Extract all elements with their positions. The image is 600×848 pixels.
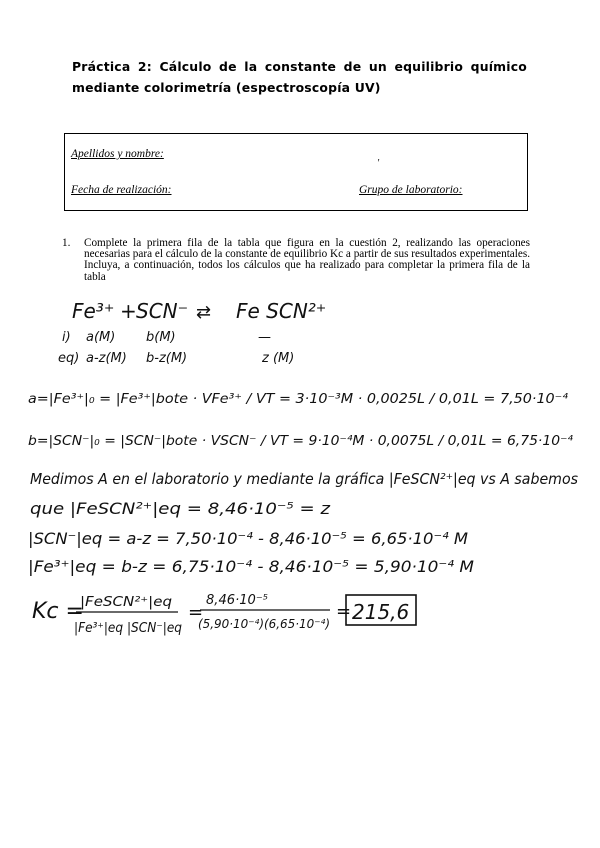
- question-number: 1.: [62, 237, 71, 249]
- reactant-scn: SCN⁻: [136, 299, 189, 323]
- page-title: Práctica 2: Cálculo de la constante de un equilibrio químico mediante colorimetría (espectroscopía UV): [72, 59, 527, 95]
- initial-b: b(M): [146, 330, 176, 345]
- z-value: que |FeSCN²⁺|eq = 8,46·10⁻⁵ = z: [30, 499, 331, 518]
- initial-label: i): [62, 330, 71, 345]
- equilibrium-arrow: ⇄: [196, 302, 212, 323]
- date-label: Fecha de realización:: [71, 184, 172, 196]
- kc-label: Kc =: [32, 599, 84, 624]
- eq-label: eq): [58, 351, 80, 366]
- plus-sign: +: [120, 299, 137, 323]
- product-fescn: Fe SCN²⁺: [236, 299, 327, 323]
- eq-product: z (M): [262, 351, 295, 366]
- kc-equals: =: [188, 602, 204, 623]
- eq-b: b-z(M): [146, 351, 188, 366]
- group-label: Grupo de laboratorio:: [359, 184, 463, 196]
- name-label: Apellidos y nombre:: [71, 148, 164, 160]
- result-equals: =: [336, 601, 352, 622]
- kc-denominator: |Fe³⁺|eq |SCN⁻|eq: [74, 621, 182, 636]
- calc-b: b=|SCN⁻|₀ = |SCN⁻|bote · VSCN⁻ / VT = 9·10⁻⁴M · 0,0075L / 0,01L = 6,75·10⁻⁴: [28, 433, 574, 449]
- initial-a: a(M): [86, 330, 116, 345]
- kc-numerator: |FeSCN²⁺|eq: [80, 595, 172, 610]
- initial-product: —: [258, 330, 271, 345]
- kc-denominator-value: (5,90·10⁻⁴)(6,65·10⁻⁴): [198, 616, 330, 631]
- pen-mark: ʹ: [377, 158, 380, 169]
- kc-result: 215,6: [352, 600, 410, 624]
- calc-scn-eq: |SCN⁻|eq = a-z = 7,50·10⁻⁴ - 8,46·10⁻⁵ = 6,65·10⁻⁴ M: [28, 529, 469, 548]
- kc-numerator-value: 8,46·10⁻⁵: [206, 593, 268, 608]
- question-text: Complete la primera fila de la tabla que figura en la cuestión 2, realizando las operaciones necesarias para el cálculo de la constante de equilibrio Kc a partir de sus resultados experimentales. Incluya, a continuación, todos los cálculos que ha realizado para completar la primera fila de la tabla: [84, 237, 530, 283]
- calc-a: a=|Fe³⁺|₀ = |Fe³⁺|bote · VFe³⁺ / VT = 3·10⁻³M · 0,0025L / 0,01L = 7,50·10⁻⁴: [28, 391, 569, 407]
- reactant-fe: Fe³⁺: [72, 299, 115, 323]
- eq-a: a-z(M): [86, 351, 127, 366]
- calc-fe-eq: |Fe³⁺|eq = b-z = 6,75·10⁻⁴ - 8,46·10⁻⁵ = 5,90·10⁻⁴ M: [28, 557, 475, 576]
- measure-text: Medimos A en el laboratorio y mediante la gráfica |FeSCN²⁺|eq vs A sabemos: [30, 470, 579, 488]
